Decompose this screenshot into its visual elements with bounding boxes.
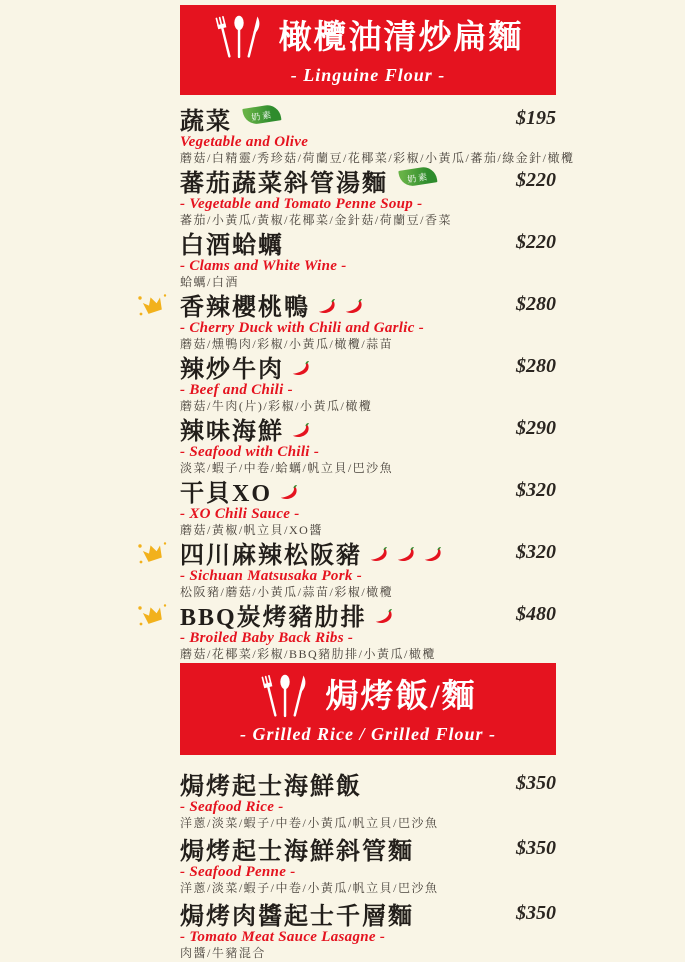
price: $280: [516, 355, 556, 377]
ingredients: 蘑菇/花椰菜/彩椒/BBQ豬肋排/小黃瓜/橄欖: [180, 647, 436, 661]
ingredients: 蘑菇/牛肉(片)/彩椒/小黃瓜/橄欖: [180, 399, 373, 413]
menu-item: [180, 832, 556, 897]
item-title-row: [180, 767, 556, 799]
ingredients: 洋蔥/淡菜/蝦子/中卷/小黃瓜/帆立貝/巴沙魚: [180, 881, 439, 895]
item-title-row: [180, 164, 556, 196]
price: $350: [516, 837, 556, 859]
dish-name-en: - Tomato Meat Sauce Lasagne -: [180, 929, 386, 945]
cutlery-icon: [213, 14, 265, 62]
item-title-row: [180, 832, 556, 864]
dish-name: 干貝XO: [180, 480, 272, 507]
leaf-label: 奶素: [250, 108, 274, 123]
price: $320: [516, 479, 556, 501]
price: $290: [516, 417, 556, 439]
leaf-label: 奶素: [406, 170, 430, 185]
ingredients: 蕃茄/小黃瓜/黃椒/花椰菜/金針菇/荷蘭豆/香菜: [180, 213, 453, 227]
chili-icon: [396, 546, 416, 563]
chili-icon: [291, 360, 311, 377]
chili-icon: [369, 546, 389, 563]
section-title: 橄欖油清炒扁麵: [278, 20, 524, 56]
section-title: 焗烤飯/麵: [325, 679, 477, 715]
section-header-title-row: [213, 14, 524, 62]
dish-name: 蕃茄蔬菜斜管湯麵: [180, 170, 388, 197]
chili-icon: [291, 422, 311, 439]
section-subtitle: - Grilled Rice / Grilled Flour -: [240, 724, 496, 744]
section-header-linguine: [180, 5, 556, 95]
menu-item: [180, 226, 556, 288]
ingredients: 蛤蠣/白酒: [180, 275, 239, 289]
dish-name-en: - Seafood with Chili -: [180, 444, 320, 460]
dish-name: BBQ炭烤豬肋排: [180, 604, 367, 631]
menu-item: [180, 350, 556, 412]
cutlery-icon: [259, 673, 311, 721]
item-title-row: [180, 897, 556, 929]
dish-name: 焗烤肉醬起士千層麵: [180, 903, 414, 930]
chili-icon: [423, 546, 443, 563]
dish-name: 辣味海鮮: [180, 418, 284, 445]
ingredients: 松阪豬/蘑菇/小黃瓜/蒜苗/彩椒/橄欖: [180, 585, 394, 599]
menu-item: [180, 102, 575, 165]
item-title-row: [180, 536, 556, 568]
menu-item: [180, 164, 556, 226]
dish-name: 蔬菜: [180, 108, 232, 135]
ingredients: 蘑菇/白精靈/秀珍菇/荷蘭豆/花椰菜/彩椒/小黃瓜/蕃茄/綠金針/橄欖: [180, 151, 575, 165]
menu-item: [180, 288, 556, 350]
dish-name-en: - Vegetable and Tomato Penne Soup -: [180, 196, 423, 212]
dish-name: 白酒蛤蠣: [180, 232, 284, 259]
price: $350: [516, 902, 556, 924]
chili-icon: [344, 298, 364, 315]
dish-name-en: - XO Chili Sauce -: [180, 506, 300, 522]
price: $220: [516, 231, 556, 253]
ingredients: 蘑菇/燻鴨肉/彩椒/小黃瓜/橄欖/蒜苗: [180, 337, 394, 351]
item-title-row: [180, 226, 556, 258]
crown-icon: [136, 601, 170, 629]
menu-item: [180, 474, 556, 536]
chili-icon: [374, 608, 394, 625]
menu-item: [180, 598, 556, 660]
dish-name: 四川麻辣松阪豬: [180, 542, 362, 569]
section-items-grilled: [180, 767, 556, 962]
dish-name-en: - Broiled Baby Back Ribs -: [180, 630, 354, 646]
section-items-linguine: [180, 102, 575, 661]
dish-name: 香辣櫻桃鴨: [180, 294, 310, 321]
chili-icon: [317, 298, 337, 315]
item-title-row: [180, 412, 556, 444]
section-header-grilled: [180, 663, 556, 755]
price: $195: [516, 107, 556, 129]
menu-item: [180, 536, 556, 598]
dish-name-en: - Beef and Chili -: [180, 382, 293, 398]
price: $220: [516, 169, 556, 191]
item-title-row: [180, 350, 556, 382]
ingredients: 肉醬/牛豬混合: [180, 946, 266, 960]
ingredients: 淡菜/蝦子/中卷/蛤蠣/帆立貝/巴沙魚: [180, 461, 394, 475]
price: $320: [516, 541, 556, 563]
dish-name-en: Vegetable and Olive: [180, 134, 309, 150]
dish-name-en: - Sichuan Matsusaka Pork -: [180, 568, 363, 584]
price: $350: [516, 772, 556, 794]
item-title-row: [180, 102, 556, 134]
crown-icon: [136, 291, 170, 319]
price: $480: [516, 603, 556, 625]
dish-name: 焗烤起士海鮮飯: [180, 773, 362, 800]
ingredients: 蘑菇/黃椒/帆立貝/XO醬: [180, 523, 323, 537]
dish-name-en: - Cherry Duck with Chili and Garlic -: [180, 320, 425, 336]
crown-icon: [136, 539, 170, 567]
item-title-row: [180, 288, 556, 320]
price: $280: [516, 293, 556, 315]
menu-item: [180, 412, 556, 474]
item-title-row: [180, 474, 556, 506]
menu-item: [180, 897, 556, 962]
dish-name-en: - Clams and White Wine -: [180, 258, 347, 274]
vegetarian-leaf-icon: [398, 165, 437, 188]
item-title-row: [180, 598, 556, 630]
dish-name-en: - Seafood Penne -: [180, 864, 296, 880]
menu-item: [180, 767, 556, 832]
chili-icon: [279, 484, 299, 501]
section-subtitle: - Linguine Flour -: [290, 65, 446, 85]
vegetarian-leaf-icon: [242, 103, 281, 126]
dish-name: 辣炒牛肉: [180, 356, 284, 383]
section-header-title-row: [259, 673, 476, 721]
ingredients: 洋蔥/淡菜/蝦子/中卷/小黃瓜/帆立貝/巴沙魚: [180, 816, 439, 830]
dish-name: 焗烤起士海鮮斜管麵: [180, 838, 414, 865]
dish-name-en: - Seafood Rice -: [180, 799, 284, 815]
